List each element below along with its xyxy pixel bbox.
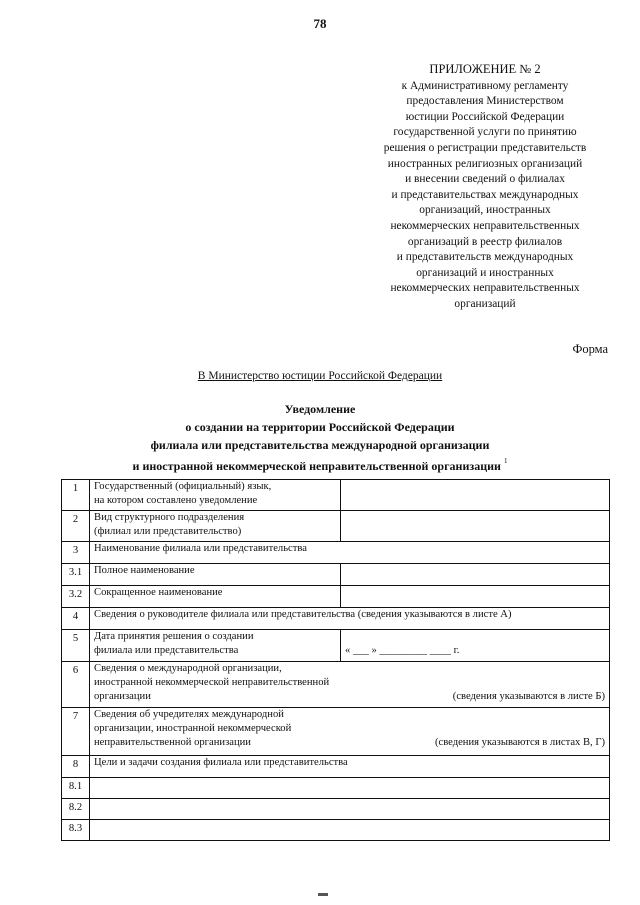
label-line: Государственный (официальный) язык, xyxy=(94,481,272,492)
page-number: 78 xyxy=(313,16,327,31)
heading-line: Уведомление xyxy=(284,402,356,416)
row-label: Сокращенное наименование xyxy=(90,586,341,608)
row-number: 8.1 xyxy=(62,778,90,799)
language-field[interactable] xyxy=(341,480,610,511)
footnote-mark: 1 xyxy=(503,457,508,465)
document-heading xyxy=(100,400,540,475)
appendix-line: организаций xyxy=(454,297,516,310)
appendix-line: некоммерческих неправительственных xyxy=(390,219,580,232)
appendix-line: юстиции Российской Федерации xyxy=(405,110,565,123)
row-number: 4 xyxy=(62,608,90,630)
appendix-line: организаций, иностранных xyxy=(419,204,551,217)
row-number: 5 xyxy=(62,630,90,662)
appendix-block xyxy=(350,62,620,313)
table-row xyxy=(62,542,610,564)
label-line: на котором составлено уведомление xyxy=(94,495,258,506)
row-number: 8.2 xyxy=(62,799,90,820)
appendix-title: ПРИЛОЖЕНИЕ № 2 xyxy=(429,62,541,76)
table-row xyxy=(62,778,610,799)
row-number: 2 xyxy=(62,511,90,542)
row-number: 7 xyxy=(62,708,90,756)
table-row xyxy=(62,480,610,511)
heading-text: и иностранной некоммерческой неправительственной организации xyxy=(132,459,501,473)
appendix-line: решения о регистрации представительств xyxy=(383,141,587,154)
notification-form-table xyxy=(61,479,610,841)
row-label: Полное наименование xyxy=(90,564,341,586)
appendix-line: и внесении сведений о филиалах xyxy=(405,173,565,186)
full-name-field[interactable] xyxy=(341,564,610,586)
row-number: 8 xyxy=(62,756,90,778)
row-number: 1 xyxy=(62,480,90,511)
label-line: Сведения о международной организации, xyxy=(94,663,282,674)
table-row xyxy=(62,630,610,662)
recipient-text: В Министерство юстиции Российской Федерации xyxy=(197,370,443,382)
row-label: Сведения о руководителе филиала или представительства (сведения указываются в листе А) xyxy=(90,608,610,630)
label-text: неправительственной организации xyxy=(94,737,251,748)
row-label: Цели и задачи создания филиала или представительства xyxy=(90,756,610,778)
table-row xyxy=(62,586,610,608)
appendix-line: к Административному регламенту xyxy=(401,79,569,92)
row-label xyxy=(90,708,610,756)
heading-line: о создании на территории Российской Федерации xyxy=(185,420,455,434)
row-label xyxy=(90,662,610,708)
row-number: 6 xyxy=(62,662,90,708)
sheet-reference: (сведения указываются в листах В, Г) xyxy=(434,737,605,748)
label-line: (филиал или представительство) xyxy=(94,526,242,537)
appendix-line: организаций в реестр филиалов xyxy=(407,235,563,248)
sheet-reference: (сведения указываются в листе Б) xyxy=(452,691,605,702)
short-name-field[interactable] xyxy=(341,586,610,608)
label-line: Вид структурного подразделения xyxy=(94,512,245,523)
heading-line xyxy=(100,454,540,475)
subdivision-type-field[interactable] xyxy=(341,511,610,542)
row-number: 3 xyxy=(62,542,90,564)
table-row xyxy=(62,662,610,708)
appendix-line: государственной услуги по принятию xyxy=(393,126,577,139)
decision-date-field[interactable]: « ___ » _________ ____ г. xyxy=(341,630,610,662)
label-line: иностранной некоммерческой неправительственной xyxy=(94,677,330,688)
row-number: 8.3 xyxy=(62,820,90,841)
appendix-line: организаций и иностранных xyxy=(416,266,554,279)
row-number: 3.1 xyxy=(62,564,90,586)
label-line: Дата принятия решения о создании xyxy=(94,631,254,642)
form-label: Форма xyxy=(572,342,608,356)
table-row xyxy=(62,820,610,841)
appendix-line: предоставления Министерством xyxy=(406,95,564,108)
table-row xyxy=(62,511,610,542)
label-line xyxy=(94,690,605,704)
goal-field[interactable] xyxy=(90,799,610,820)
goal-field[interactable] xyxy=(90,778,610,799)
row-label xyxy=(90,511,341,542)
label-line: Сведения об учредителях международной xyxy=(94,709,284,720)
table-row xyxy=(62,564,610,586)
table-row xyxy=(62,799,610,820)
row-number: 3.2 xyxy=(62,586,90,608)
label-text: организации xyxy=(94,691,151,702)
appendix-line: и представительств международных xyxy=(396,251,574,264)
label-line xyxy=(94,736,605,750)
table-row xyxy=(62,756,610,778)
scan-mark xyxy=(318,893,328,896)
appendix-line: некоммерческих неправительственных xyxy=(390,282,580,295)
goal-field[interactable] xyxy=(90,820,610,841)
appendix-line: иностранных религиозных организаций xyxy=(387,157,583,170)
row-label: Наименование филиала или представительства xyxy=(90,542,610,564)
heading-line: филиала или представительства международной организации xyxy=(150,438,490,452)
row-label xyxy=(90,630,341,662)
appendix-line: и представительствах международных xyxy=(391,188,579,201)
recipient-line xyxy=(0,370,640,382)
label-line: организации, иностранной некоммерческой xyxy=(94,723,292,734)
table-row xyxy=(62,708,610,756)
table-row xyxy=(62,608,610,630)
row-label xyxy=(90,480,341,511)
label-line: филиала или представительства xyxy=(94,645,239,656)
